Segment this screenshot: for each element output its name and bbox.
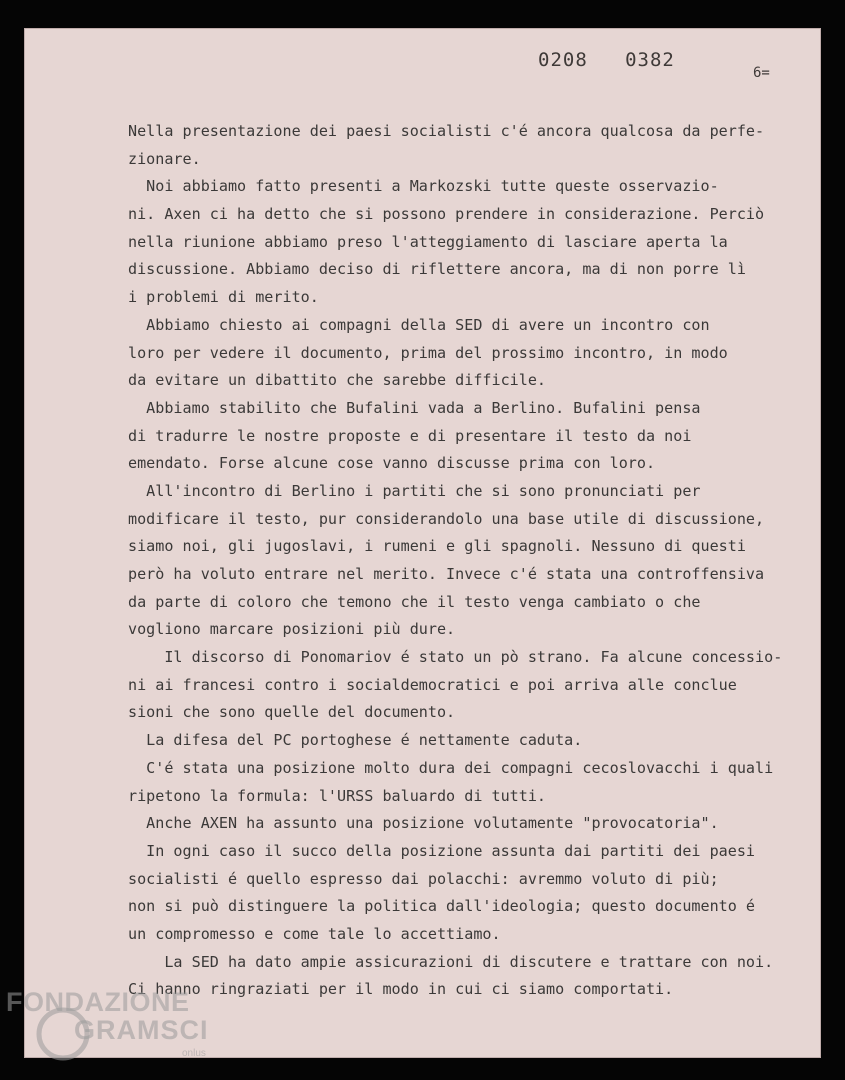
text-line: vogliono marcare posizioni più dure. (128, 620, 456, 639)
watermark-name: FONDAZIONE (6, 987, 190, 1017)
text-line: Abbiamo stabilito che Bufalini vada a Berlino. Bufalini pensa (128, 398, 701, 417)
text-line: nella riunione abbiamo preso l'atteggiamento di lasciare aperta la (128, 232, 728, 251)
text-line: ni. Axen ci ha detto che si possono prendere in considerazione. Perciò (128, 205, 765, 224)
text-line: All'incontro di Berlino i partiti che si sono pronunciati per (128, 481, 701, 500)
text-line: Il discorso di Ponomariov é stato un pò strano. Fa alcune concessio- (128, 648, 783, 667)
text-line: Anche AXEN ha assunto una posizione volutamente "provocatoria". (128, 814, 719, 833)
text-line: La difesa del PC portoghese é nettamente caduta. (128, 731, 583, 750)
text-line: da parte di coloro che temono che il testo venga cambiato o che (128, 592, 701, 611)
text-line: ni ai francesi contro i socialdemocratici e poi arriva alle conclue (128, 675, 737, 694)
text-line: socialisti é quello espresso dai polacchi: avremmo voluto di più; (128, 869, 719, 888)
text-line: Noi abbiamo fatto presenti a Markozski tutte queste osservazio- (128, 177, 719, 196)
text-line: sioni che sono quelle del documento. (128, 703, 456, 722)
watermark-sub: GRAMSCI (74, 1015, 209, 1045)
text-line: C'é stata una posizione molto dura dei compagni cecoslovacchi i quali (128, 758, 774, 777)
watermark-onlus: onlus (182, 1048, 206, 1059)
text-line: di tradurre le nostre proposte e di presentare il testo da noi (128, 426, 692, 445)
text-line: loro per vedere il documento, prima del prossimo incontro, in modo (128, 343, 728, 362)
text-line: un compromesso e come tale lo accettiamo. (128, 924, 501, 943)
text-line: Ci hanno ringraziati per il modo in cui ci siamo comportati. (128, 980, 674, 999)
page-number: 6= (753, 65, 770, 81)
text-line: emendato. Forse alcune cose vanno discusse prima con loro. (128, 454, 656, 473)
text-line: siamo noi, gli jugoslavi, i rumeni e gli spagnoli. Nessuno di questi (128, 537, 746, 556)
document-code: 0208 0382 (538, 49, 675, 71)
text-line: discussione. Abbiamo deciso di riflettere ancora, ma di non porre lì (128, 260, 746, 279)
text-line: Nella presentazione dei paesi socialisti c'é ancora qualcosa da perfe- (128, 122, 765, 140)
text-line: La SED ha dato ampie assicurazioni di discutere e trattare con noi. (128, 952, 774, 971)
text-line: modificare il testo, pur considerandolo una base utile di discussione, (128, 509, 765, 528)
text-line: da evitare un dibattito che sarebbe difficile. (128, 371, 547, 390)
text-line: Abbiamo chiesto ai compagni della SED di avere un incontro con (128, 315, 710, 334)
text-line: ripetono la formula: l'URSS baluardo di tutti. (128, 786, 547, 805)
text-line: i problemi di merito. (128, 288, 319, 307)
text-line: zionare. (128, 149, 201, 168)
fondazione-gramsci-watermark (6, 987, 216, 1069)
text-line: non si può distinguere la politica dall'ideologia; questo documento é (128, 897, 756, 916)
document-page (24, 28, 821, 1058)
text-line: In ogni caso il succo della posizione assunta dai partiti dei paesi (128, 841, 756, 860)
body-text (128, 118, 818, 1004)
text-line: però ha voluto entrare nel merito. Invece c'é stata una controffensiva (128, 565, 765, 583)
